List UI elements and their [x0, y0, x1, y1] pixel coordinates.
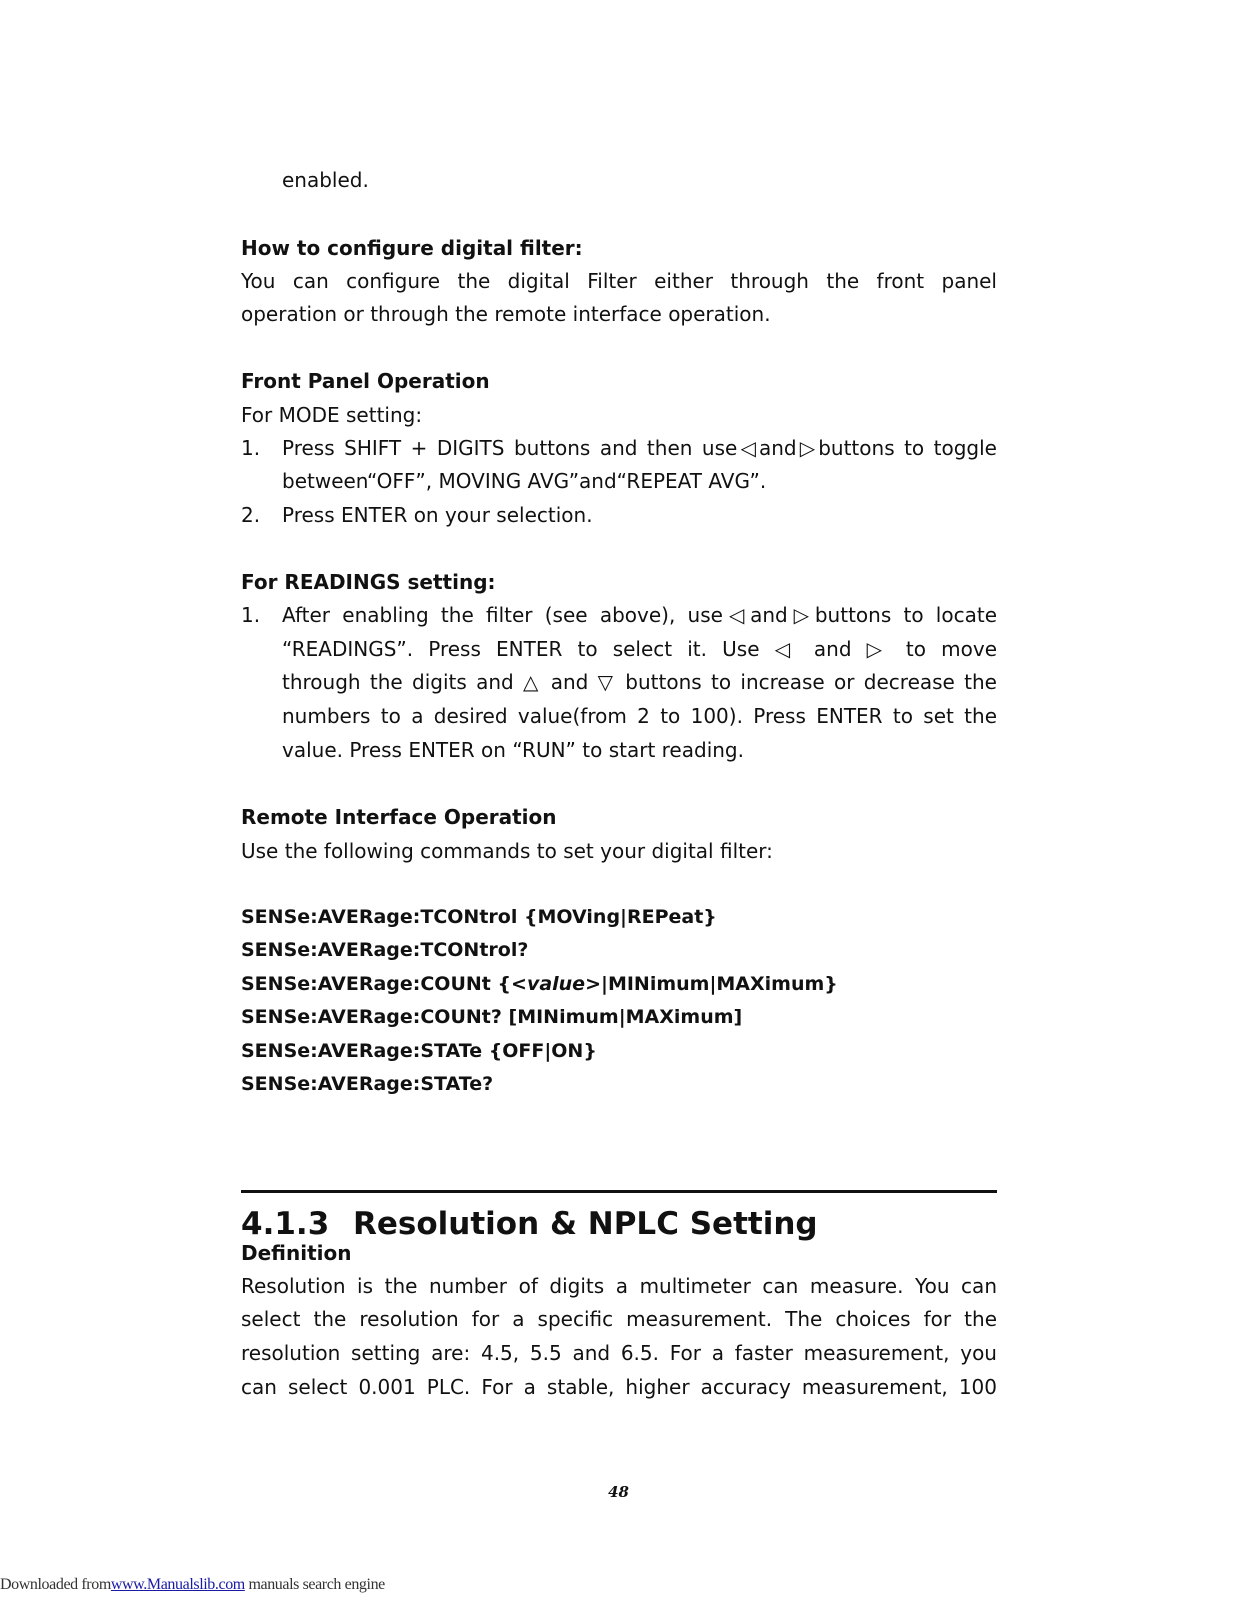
- section-number: 4.1.3: [241, 1206, 330, 1242]
- mode-step-2-line: Press ENTER on your selection.: [282, 503, 593, 527]
- definition-line: Resolution is the number of digits a multimeter can measure. You can: [241, 1274, 997, 1298]
- configure-heading: How to configure digital filter:: [241, 236, 583, 260]
- remote-heading: Remote Interface Operation: [241, 805, 557, 829]
- continued-text: enabled.: [282, 168, 369, 192]
- scpi-command: SENSe:AVERage:TCONtrol?: [241, 939, 529, 961]
- scpi-command-parameter: value: [526, 973, 586, 995]
- scpi-command: SENSe:AVERage:COUNt? [MINimum|MAXimum]: [241, 1006, 743, 1028]
- list-number: 2.: [241, 503, 261, 527]
- configure-paragraph-line: You can configure the digital Filter either through the front panel: [241, 269, 997, 293]
- readings-step-line: After enabling the filter (see above), use◁and▷buttons to locate: [282, 603, 997, 627]
- download-footer: [0, 1576, 385, 1594]
- readings-step-line: numbers to a desired value(from 2 to 100). Press ENTER to set the: [282, 704, 997, 728]
- list-number: 1.: [241, 436, 261, 460]
- section-heading: [241, 1204, 818, 1244]
- scpi-command-part: SENSe:AVERage:COUNt {<: [241, 973, 527, 995]
- scpi-command: SENSe:AVERage:STATe {OFF|ON}: [241, 1040, 597, 1062]
- readings-step-line: “READINGS”. Press ENTER to select it. Use ◁ and ▷ to move: [282, 637, 997, 661]
- scpi-command: SENSe:AVERage:TCONtrol {MOVing|REPeat}: [241, 906, 717, 928]
- footer-suffix: manuals search engine: [244, 1576, 385, 1593]
- readings-heading: For READINGS setting:: [241, 570, 496, 594]
- list-number: 1.: [241, 603, 261, 627]
- definition-heading: Definition: [241, 1241, 352, 1265]
- section-divider: [241, 1190, 997, 1193]
- mode-step-1-line: between“OFF”, MOVING AVG”and“REPEAT AVG”.: [282, 469, 767, 493]
- scpi-command-part: >|MINimum|MAXimum}: [585, 973, 838, 995]
- remote-intro: Use the following commands to set your digital filter:: [241, 839, 773, 863]
- readings-step-line: through the digits and △ and ▽ buttons to increase or decrease the: [282, 670, 997, 694]
- scpi-command: SENSe:AVERage:STATe?: [241, 1073, 494, 1095]
- section-title: Resolution & NPLC Setting: [353, 1206, 818, 1242]
- definition-line: select the resolution for a specific measurement. The choices for the: [241, 1307, 997, 1331]
- manualslib-link[interactable]: www.Manualslib.com: [110, 1576, 245, 1593]
- definition-line: can select 0.001 PLC. For a stable, higher accuracy measurement, 100: [241, 1375, 997, 1399]
- mode-label: For MODE setting:: [241, 403, 423, 427]
- front-panel-heading: Front Panel Operation: [241, 369, 490, 393]
- mode-step-1-line: Press SHIFT + DIGITS buttons and then use◁and▷buttons to toggle: [282, 436, 997, 460]
- scpi-command: [241, 971, 838, 997]
- footer-prefix: Downloaded from: [0, 1576, 111, 1593]
- configure-paragraph-line: operation or through the remote interface operation.: [241, 302, 771, 326]
- definition-line: resolution setting are: 4.5, 5.5 and 6.5. For a faster measurement, you: [241, 1341, 997, 1365]
- readings-step-line: value. Press ENTER on “RUN” to start reading.: [282, 738, 744, 762]
- page-number: 48: [608, 1483, 629, 1501]
